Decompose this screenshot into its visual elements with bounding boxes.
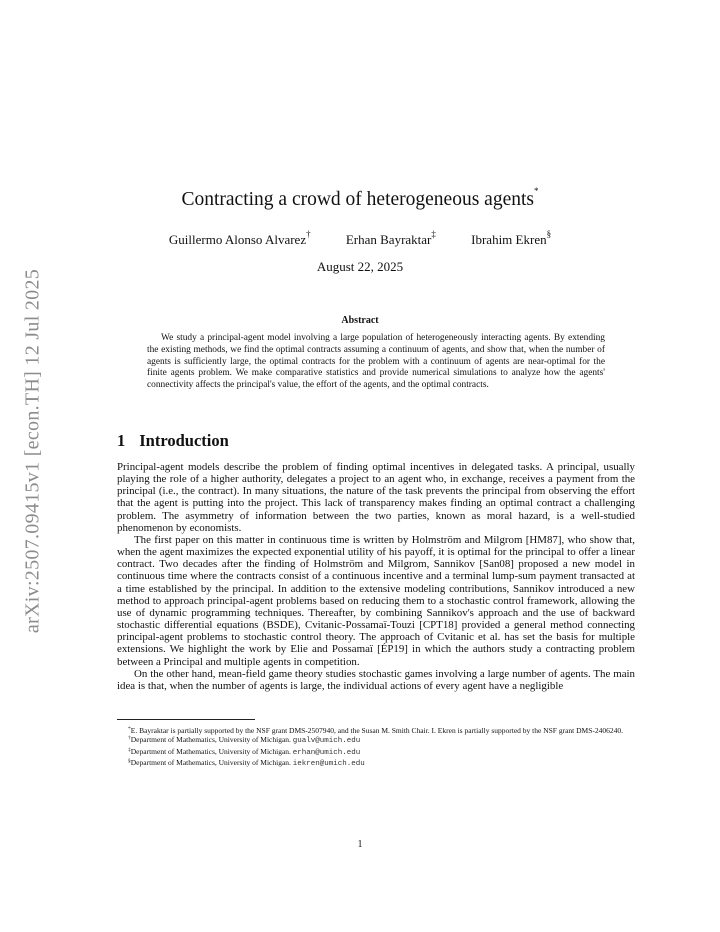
footnote-mark: † xyxy=(128,735,131,742)
arxiv-side-stamp xyxy=(20,253,46,649)
author-list xyxy=(0,229,720,248)
footnote-text: Department of Mathematics, University of Michigan. xyxy=(130,735,293,745)
footnote-text: E. Bayraktar is partially supported by the NSF grant DMS-2507940, and the Susan M. Smith Chair. I. Ekren is partially supported by the NSF grant DMS-2406240. xyxy=(130,726,623,735)
author-mark: ‡ xyxy=(431,229,436,239)
footnote-email[interactable]: iekren@umich.edu xyxy=(292,759,365,768)
author-2 xyxy=(345,229,436,248)
paragraph: On the other hand, mean-field game theory studies stochastic games involving a large number of agents. The main idea is that, when the number of agents is large, the individual actions of every agent have a negligible xyxy=(117,667,635,692)
footnote-mark: ‡ xyxy=(128,746,131,753)
introduction-body xyxy=(117,461,635,692)
arxiv-identifier: arXiv:2507.09415v1 [econ.TH] 12 Jul 2025 xyxy=(21,268,44,634)
author-name: Ibrahim Ekren xyxy=(471,232,547,247)
page-number: 1 xyxy=(357,839,363,850)
section-number: 1 xyxy=(117,431,126,450)
author-name: Erhan Bayraktar xyxy=(345,232,432,247)
author-1 xyxy=(168,229,311,248)
abstract-heading: Abstract xyxy=(341,315,379,326)
footnote-rule xyxy=(117,719,255,720)
section-heading xyxy=(117,431,229,451)
footnote-mark: § xyxy=(128,757,131,764)
author-mark: † xyxy=(306,229,311,239)
footnote-mark: * xyxy=(128,726,131,732)
paper-title-text: Contracting a crowd of heterogeneous agents xyxy=(181,189,534,210)
abstract-text: We study a principal-agent model involving a large population of heterogeneously interacting agents. By extending the existing methods, we find the optimal contracts assuming a continuum of agents, and show that, when the number of agents is sufficiently large, the optimal contracts for the problem with a continuum of agents are near-optimal for the finite agents problem. We make comparative statistics and provide numerical simulations to analyze how the agents' connectivity affects the principal's value, the effort of the agents, and the optimal contracts. xyxy=(147,333,605,391)
footnote-text: Department of Mathematics, University of Michigan. xyxy=(130,757,293,767)
footnote-text: Department of Mathematics, University of Michigan. xyxy=(130,746,293,756)
paper-date: August 22, 2025 xyxy=(316,259,404,274)
paper-title xyxy=(0,186,720,211)
author-3 xyxy=(471,229,552,248)
author-name: Guillermo Alonso Alvarez xyxy=(168,232,307,247)
footnote-email[interactable]: erhan@umich.edu xyxy=(292,748,361,757)
footnote xyxy=(117,735,635,746)
title-footnote-mark: * xyxy=(534,186,539,196)
footnote xyxy=(117,726,635,735)
footnote-email[interactable]: gualv@umich.edu xyxy=(292,737,361,746)
footnote xyxy=(117,758,635,769)
paragraph: The first paper on this matter in continuous time is written by Holmström and Milgrom [HM87], who show that, when the agent maximizes the expected exponential utility of his payoff, it is optimal for the principal to offer a linear contract. Two decades after the finding of Holmström and Milgrom, Sannikov [San08] proposed a new model in continuous time where the contracts consist of a continuous incentive and a terminal lump-sum payment transacted at a time established by the principal. In addition to the extensive modeling contributions, Sannikov introduced a new method to approach principal-agent problems based on reducing them to a stochastic control framework, allowing the use of dynamic programming techniques. Thereafter, by combining Sannikov's approach and the use of backward stochastic differential equations (BSDE), Cvitanic-Possamaï-Touzi [CPT18] provided a general method connecting principal-agent problems to stochastic control theory. The approach of Cvitanic et al. has set the basis for multiple extensions. We highlight the work by Elie and Possamaï [ÉP19] in which the authors study a contracting problem between a Principal and multiple agents in competition. xyxy=(117,533,635,668)
paragraph: Principal-agent models describe the problem of finding optimal incentives in delegated tasks. A principal, usually playing the role of a higher authority, delegates a project to an agent who, in exchange, receives a payment from the principal (i.e., the contract). In many situations, the nature of the task prevents the principal from observing the effort that the agent is putting into the project. This lack of transparency makes finding an optimal contract a challenging problem. The asymmetry of information between the two parties, known as moral hazard, is a well-studied phenomenon by economists. xyxy=(117,461,635,534)
footnotes xyxy=(117,726,635,769)
author-mark: § xyxy=(546,229,552,239)
section-title: Introduction xyxy=(139,431,229,450)
footnote xyxy=(117,747,635,758)
